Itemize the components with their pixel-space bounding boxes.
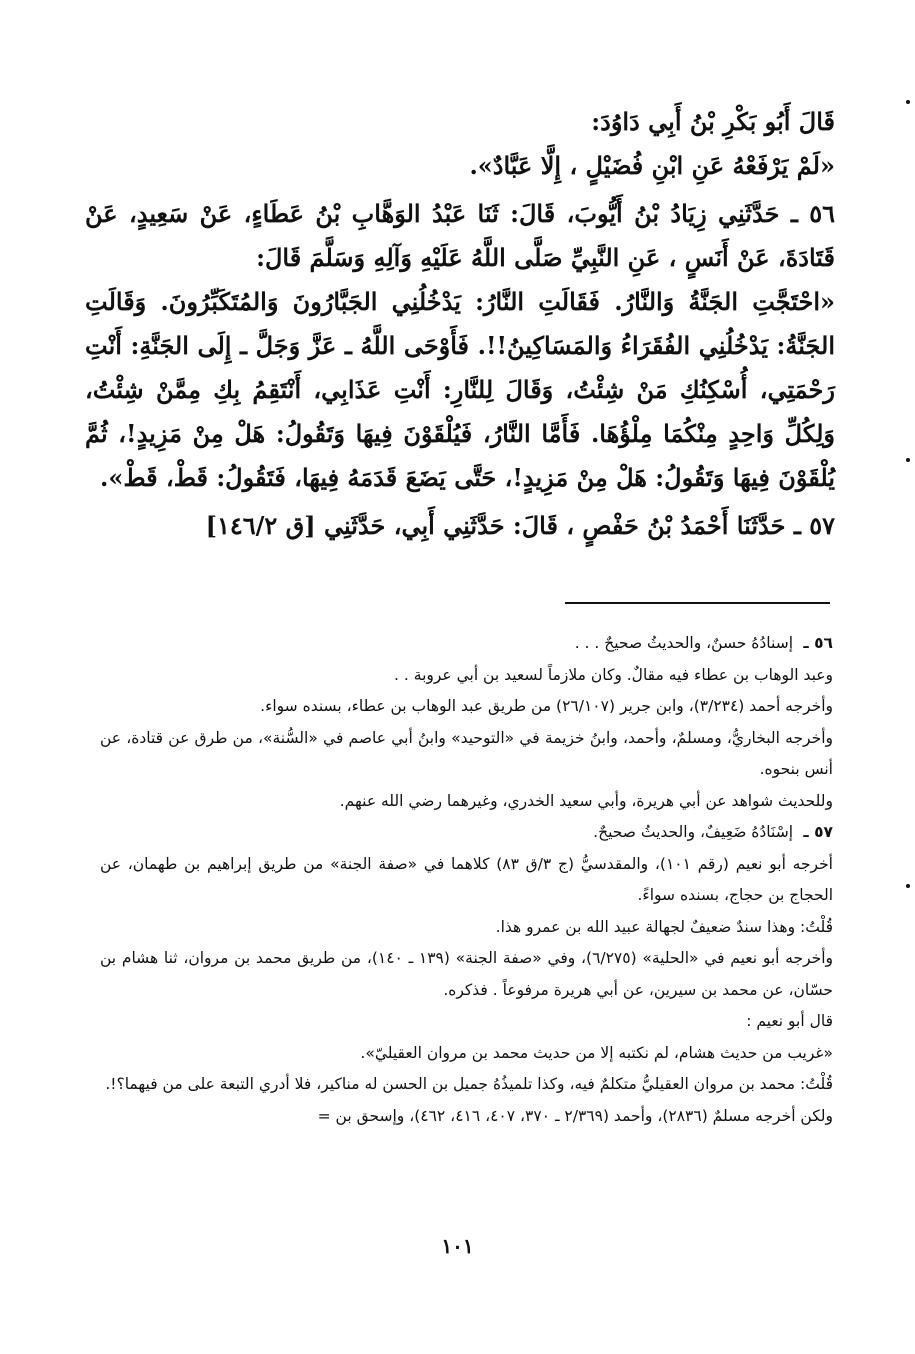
hadith-56-isnad-paragraph [85, 192, 835, 280]
hadith-57-isnad: حَدَّثَنَا أَحْمَدُ بْنُ حَفْصٍ ، قَالَ: حَدَّثَنِي أَبِي، حَدَّثَنِي [ق ١٤٦/٢] [205, 511, 786, 540]
page-number: ١٠١ [441, 1234, 474, 1258]
margin-mark [906, 458, 910, 462]
note-57-paragraph-4: قال أبو نعيم : [746, 1012, 833, 1030]
main-text [85, 100, 835, 548]
note-57-heading [100, 817, 833, 849]
note-56-heading [100, 628, 833, 660]
note-56-paragraph-2: وأخرجه أحمد (٣/٢٣٤)، وابن جرير (٢٦/١٠٧) من طريق عبد الوهاب بن عطاء، بسنده سواء. [260, 697, 833, 715]
note-56-paragraph-1: وعبد الوهاب بن عطاء فيه مقالٌ. وكان ملازماً لسعيد بن أبي عروبة . . [394, 665, 833, 684]
note-56-paragraph-3: وأخرجه البخاريُّ، ومسلمٌ، وأحمد، وابنُ خزيمة في «التوحيد» وابنُ أبي عاصم في «السُّنة»، من طرق عن قتادة، عن أنس بنحوه. [100, 728, 833, 778]
hadith-56-matn: «احْتَجَّتِ الجَنَّةُ وَالنَّارُ. فَقَالَتِ النَّارُ: يَدْخُلُنِي الجَبَّارُونَ وَالمُتَكَبِّرُونَ. وَقَالَتِ الجَنَّةُ: يَدْخُلُنِي الفُقَرَاءُ وَالمَسَاكِينُ!!. فَأَوْحَى اللَّهُ ـ عَزَّ وَجَلَّ ـ إِلَى الجَنَّةِ: أَنْتِ رَحْمَتِي، أُسْكِنُكِ مَنْ شِئْتُ، وَقَالَ لِلنَّارِ: أَنْتِ عَذَابِي، أَنْتَقِمُ بِكِ مِمَّنْ شِئْتُ، وَلِكُلِّ وَاحِدٍ مِنْكُمَا مِلْؤُهَا. فَأَمَّا النَّارُ، فَيُلْقَوْنَ فِيهَا وَتَقُولُ: هَلْ مِنْ مَزِيدٍ!، ثُمَّ يُلْقَوْنَ فِيهَا وَتَقُولُ: هَلْ مِنْ مَزِيدٍ!، حَتَّى يَضَعَ قَدَمَهُ فِيهَا، فَتَقُولُ: قَطْ، قَطْ». [85, 287, 835, 492]
note-56-number: ٥٦ ـ [803, 634, 833, 652]
margin-mark [906, 884, 910, 888]
note-57-paragraph-2: قُلْتُ: وهذا سندٌ ضعيفٌ لجهالة عبيد الله بن عمرو هذا. [495, 917, 833, 936]
hadith-56-number: ٥٦ ـ [790, 199, 836, 228]
note-57-paragraph-3: وأخرجه أبو نعيم في «الحلية» (٦/٢٧٥)، وفي «صفة الجنة» (١٣٩ ـ ١٤٠)، من طريق محمد بن مروان، ثنا هشام بن حسّان، عن محمد بن سيرين، عن أبي هريرة مرفوعاً . فذكره. [100, 949, 834, 999]
note-56-head-text: إسنادُهُ حسنٌ، والحديثُ صحيحٌ . . . [574, 634, 793, 652]
hadith-57-number: ٥٧ ـ [793, 511, 835, 540]
footnotes [100, 628, 833, 1132]
margin-mark [906, 100, 910, 104]
main-line-2: «لَمْ يَرْفَعْهُ عَنِ ابْنِ فُضَيْلٍ ، إِلَّا عَبَّادٌ». [469, 151, 835, 180]
note-56-paragraph-4: وللحديث شواهد عن أبي هريرة، وأبي سعيد الخدري، وغيرهما رضي الله عنهم. [339, 791, 833, 810]
footnote-separator [565, 602, 830, 604]
note-57-paragraph-1: أخرجه أبو نعيم (رقم ١٠١)، والمقدسيُّ (ج ٣/ق ٨٣) كلاهما في «صفة الجنة» من طريق إبراهيم بن طهمان، عن الحجاج بن حجاج، بسنده سواءً. [100, 854, 833, 904]
note-57-paragraph-6: قُلْتُ: محمد بن مروان العقيليُّ متكلمٌ فيه، وكذا تلميذُهُ جميل بن الحسن له مناكير، فلا أدري التبعة على من فيهما؟!. [105, 1075, 833, 1093]
note-57-paragraph-7: ولكن أخرجه مسلمٌ (٢٨٣٦)، وأحمد (٢/٣٦٩ ـ ٣٧٠، ٤٠٧، ٤١٦، ٤٦٢)، وإسحق بن = [317, 1106, 833, 1125]
hadith-56-isnad: حَدَّثَنِي زِيَادُ بْنُ أَيُّوبَ، قَالَ: ثَنَا عَبْدُ الوَهَّابِ بْنُ عَطَاءٍ، عَنْ سَعِيدٍ، عَنْ قَتَادَةَ، عَنْ أَنَسٍ ، عَنِ النَّبِيِّ صَلَّى اللَّهُ عَلَيْهِ وَآلِهِ وَسَلَّمَ قَالَ: [85, 199, 835, 272]
note-57-number: ٥٧ ـ [803, 823, 833, 841]
note-57-head-text: إسْنَادُهُ ضَعِيفٌ، والحديثُ صحيحٌ. [593, 823, 793, 841]
main-line-1: قَالَ أَبُو بَكْرِ بْنُ أَبِي دَاوُدَ: [591, 107, 835, 136]
note-57-paragraph-5: «غريب من حديث هشام، لم نكتبه إلا من حديث محمد بن مروان العقيليّ». [360, 1043, 833, 1062]
hadith-57-isnad-paragraph [85, 504, 835, 548]
